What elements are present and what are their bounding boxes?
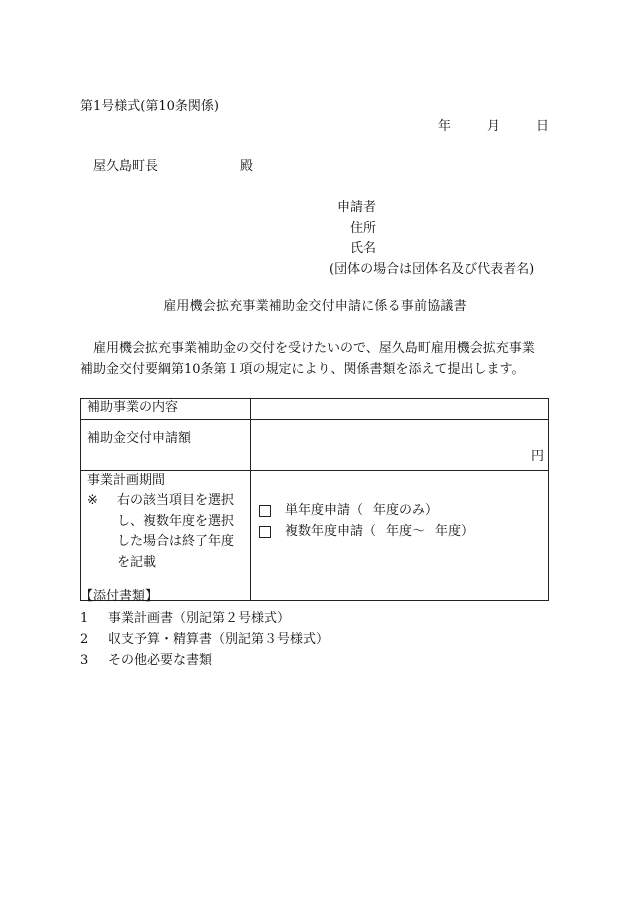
applicant-label: 申請者 [337, 200, 377, 215]
list-item-number: 1 [80, 611, 89, 626]
multi-year-option[interactable] [257, 521, 542, 542]
plan-period-options [251, 471, 549, 601]
single-year-option[interactable] [257, 500, 542, 521]
yen-unit: 円 [530, 449, 544, 465]
table-row [81, 471, 549, 601]
single-year-checkbox[interactable] [259, 505, 271, 517]
applicant-name-label: 氏名 [350, 241, 377, 256]
body-line-1: 雇用機会拡充事業補助金の交付を受けたいので、屋久島町雇用機会拡充事業 [93, 341, 535, 356]
note-text: 右の該当項目を選択し、複数年度を選択した場合は終了年度を記載 [117, 493, 235, 570]
form-number: 第1号様式(第10条関係) [80, 99, 219, 114]
multi-year-mid: 年度～ [386, 524, 426, 539]
list-item-text: 収支予算・精算書（別記第３号様式） [108, 632, 330, 647]
body-line-2: 補助金交付要綱第10条第１項の規定により、関係書類を添えて提出します。 [80, 362, 525, 377]
grant-amount-label: 補助金交付申請額 [81, 420, 251, 471]
body-text [80, 338, 550, 380]
multi-year-suffix: 年度） [435, 524, 475, 539]
application-table [80, 398, 549, 601]
date-day-label: 日 [535, 119, 549, 134]
applicant-address-label: 住所 [350, 220, 377, 236]
list-item-text: その他必要な書類 [108, 653, 213, 668]
single-year-label: 単年度申請（ [285, 503, 364, 518]
list-item [80, 608, 329, 629]
attachments-list [80, 608, 329, 671]
date-line [0, 118, 549, 136]
list-item [80, 629, 329, 650]
table-row [81, 420, 549, 471]
plan-period-label: 事業計画期間 [87, 473, 166, 488]
list-item-text: 事業計画書（別記第２号様式） [108, 611, 291, 626]
grant-amount-field[interactable] [251, 420, 549, 471]
plan-period-note [87, 491, 244, 573]
addressee-name: 屋久島町長 [93, 159, 159, 174]
addressee-honorific: 殿 [240, 159, 254, 174]
addressee [93, 158, 253, 176]
project-content-label: 補助事業の内容 [81, 399, 251, 420]
attachments-title: 【添付書類】 [80, 589, 159, 604]
date-month-label: 月 [486, 119, 500, 134]
multi-year-label: 複数年度申請（ [285, 524, 377, 539]
document-title: 雇用機会拡充事業補助金交付申請に係る事前協議書 [163, 299, 467, 314]
applicant-note: (団体の場合は団体名及び代表者名) [329, 261, 535, 277]
date-year-label: 年 [437, 119, 451, 134]
list-item-number: 3 [80, 653, 89, 668]
table-row [81, 399, 549, 420]
plan-period-cell [81, 471, 251, 601]
single-year-suffix: 年度のみ） [373, 503, 439, 518]
list-item-number: 2 [80, 632, 89, 647]
applicant-block [329, 198, 535, 280]
list-item [80, 650, 329, 671]
project-content-field[interactable] [251, 399, 549, 420]
multi-year-checkbox[interactable] [259, 526, 271, 538]
note-mark: ※ [87, 493, 98, 508]
